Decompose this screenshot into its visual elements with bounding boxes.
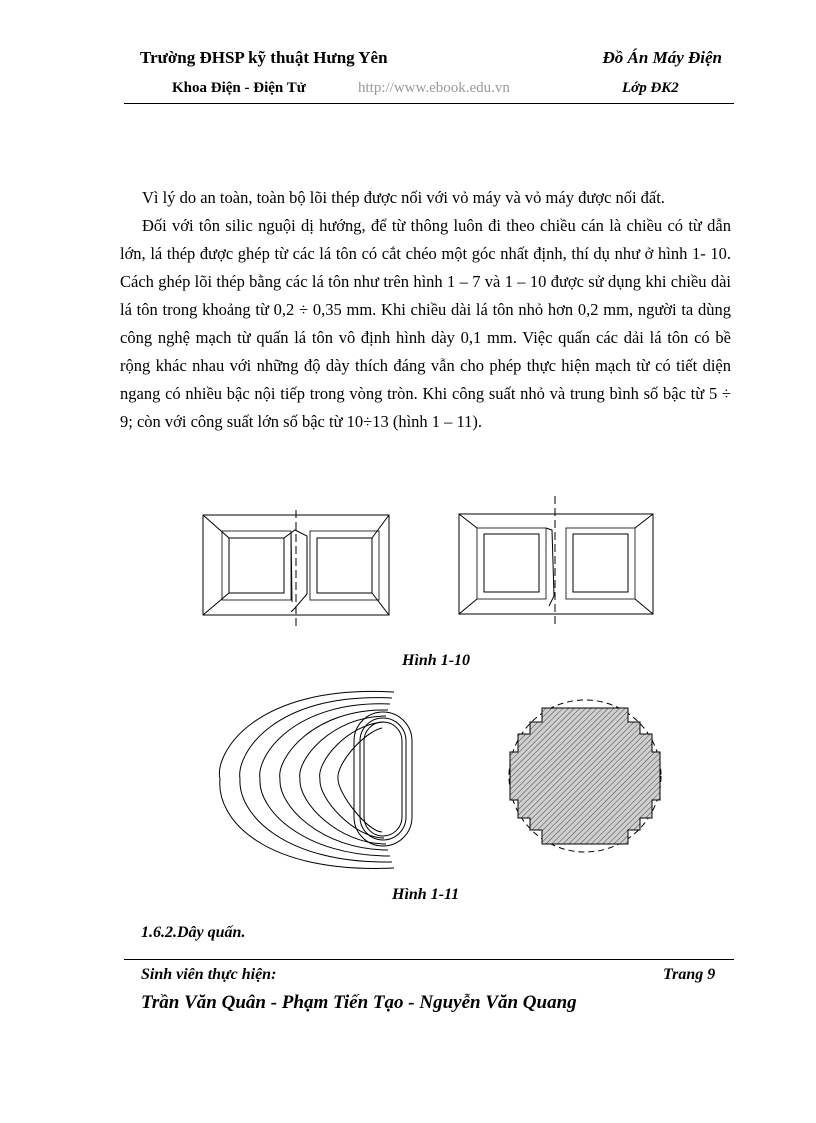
header-divider	[124, 103, 734, 104]
section-heading: 1.6.2.Dây quấn.	[141, 924, 246, 941]
figure-caption-1-10: Hình 1-10	[402, 652, 471, 669]
footer-divider	[124, 959, 734, 960]
header-row-top	[140, 48, 722, 72]
figure-1-10-left-core	[200, 512, 392, 630]
body-text	[120, 184, 731, 436]
project-title: Đồ Án Máy Điện	[602, 48, 722, 67]
faculty-name: Khoa Điện - Điện Tử	[172, 80, 306, 96]
footer-label: Sinh viên thực hiện:	[141, 966, 277, 983]
school-name: Trường ĐHSP kỹ thuật Hưng Yên	[140, 48, 388, 67]
paragraph: Vì lý do an toàn, toàn bộ lõi thép được nối với vỏ máy và vỏ máy được nối đất.	[142, 188, 665, 207]
header-url-link[interactable]: http://www.ebook.edu.vn	[358, 80, 510, 96]
figure-1-10-right-core	[456, 496, 656, 626]
figure-caption-1-11: Hình 1-11	[392, 886, 460, 903]
paragraph: Đối với tôn silic nguội dị hướng, để từ thông luôn đi theo chiều cán là chiều có từ dẫn lớn, lá thép được ghép từ các lá tôn có cắt chéo một góc nhất định, thí dụ như ở hình 1- 10. Cách ghép lõi thép bằng các lá tôn như trên hình 1 – 7 và 1 – 10 được sử dụng khi chiều dài lá tôn trong khoảng từ 0,2 ÷ 0,35 mm. Khi chiều dài lá tôn nhỏ hơn 0,2 mm, người ta dùng công nghệ mạch từ quấn lá tôn vô định hình dày 0,1 mm. Việc quấn các dải lá tôn có bề rộng khác nhau với những độ dày thích đáng vẫn cho phép thực hiện mạch từ có tiết diện ngang có nhiều bậc nội tiếp trong vòng tròn. Khi công suất nhỏ và trung bình số bậc từ 5 ÷ 9; còn với công suất lớn số bậc từ 10÷13 (hình 1 – 11).	[120, 216, 731, 431]
page-number: Trang 9	[663, 966, 716, 983]
figure-1-11-cross-section	[500, 686, 670, 866]
footer-authors: Trần Văn Quân - Phạm Tiến Tạo - Nguyễn Văn Quang	[141, 992, 577, 1013]
header-row-bottom	[140, 80, 722, 102]
class-name: Lớp ĐK2	[622, 80, 679, 96]
figure-1-11-wound-core	[214, 684, 440, 874]
